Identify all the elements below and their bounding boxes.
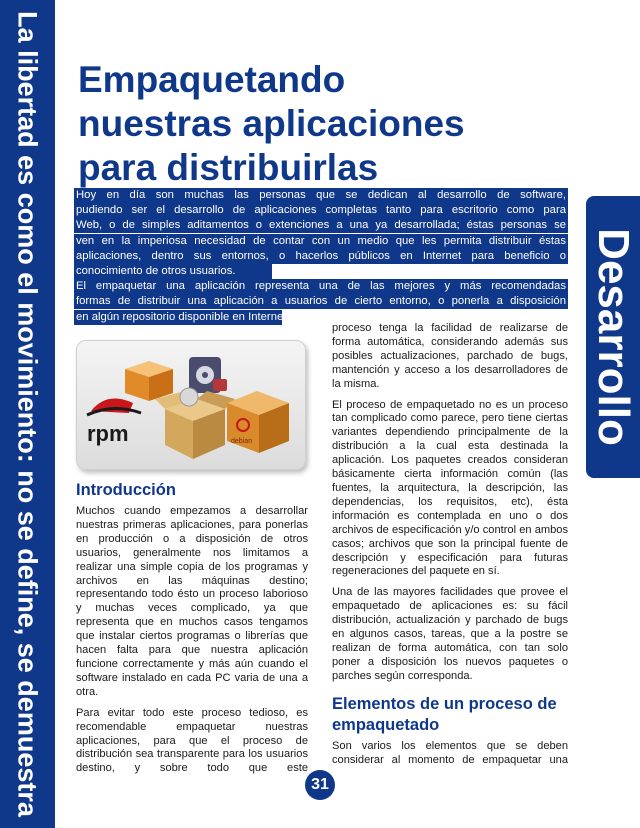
paragraph: Son varios los elementos que se deben considerar al momento de empaquetar una: [332, 740, 568, 766]
sidebar-motto-bar: [0, 0, 55, 828]
section-tab-label: Desarrollo: [589, 228, 638, 446]
intro-highlight: [74, 188, 568, 323]
paragraph: Para evitar todo este proceso tedioso, es recomendable empaquetar nuestras aplicaciones, para que el proceso de distribución sea transparente para los usuarios destino, y sobre todo que este: [76, 706, 308, 775]
intro-line-text: aplicaciones, dentro sus entornos, o hacerlos públicos en Internet para beneficio o: [76, 249, 566, 262]
packages-illustration-svg: [77, 341, 305, 469]
paragraph: El proceso de empaquetado no es un proceso tan complicado como parece, pero tiene ciertas variantes dependiendo principalmente de la distribución a la cual esta destinada la aplicación. Los paquetes creados consideran básicamente cierta información común (las fuentes, la arquitectura, la descripción, las dependencias, los requisitos, etc), ésta información es contemplada en uno o dos archivos de especificación y/o control en ambos casos; archivos que son la principal fuente de descripción y especificación para futuras regeneraciones del paquete en sí.: [332, 398, 568, 578]
intro-line-text: ven en la imperiosa necesidad de contar con un medio que les permita distribuir éstas: [76, 234, 566, 247]
sidebar-motto: La libertad es como el movimiento: no se define, se demuestra: [12, 11, 43, 817]
paragraph: Muchos cuando empezamos a desarrollar nuestras primeras aplicaciones, para ponerlas en producción o a disposición de otros usuarios, generalmente nos limitamos a realizar una simple copia de los programas y archivos en las máquinas destino; representando todo ésto un proceso laborioso y muchas veces complicado, ya que representa que en muchos casos tengamos que instalar ciertos programas o librerías que hacen falta para que nuestra aplicación funcione correctamente y más aún cuando el software instalado en cada PC varia de una a otra.: [76, 505, 308, 698]
media-icon: [189, 357, 227, 393]
paragraph: Una de las mayores facilidades que provee el empaquetado de aplicaciones es: su fácil distribución, actualización y parchado de bugs en algunos casos, tareas, que a la postre se realizan de forma automática, con tan solo poner a disposición los nuevos paquetes o parches según corresponda.: [332, 586, 568, 682]
article-title: [78, 58, 558, 190]
intro-line-text: formas de distribuir una aplicación a usuarios de cierto entorno, o ponerla a disposición: [76, 295, 566, 308]
section-heading-introduccion: Introducción: [76, 481, 176, 499]
rpm-label: rpm: [87, 421, 129, 446]
debian-label: debian: [231, 438, 253, 445]
paragraph: proceso tenga la facilidad de realizarse de forma automática, considerando además sus posibles actualizaciones, parchado de bugs, mantención y acceso a los desarrolladores de la misma.: [332, 322, 568, 390]
package-icon: [125, 361, 173, 401]
title-line: nuestras aplicaciones: [78, 103, 465, 144]
intro-line-text: conocimiento de otros usuarios.: [76, 265, 236, 278]
intro-line-text: pudiendo ser el desarrollo de aplicaciones completas tanto para escritorio como para: [76, 204, 566, 217]
intro-line-text: Web, o de simples aditamentos o extenciones a una ya desarrollada; éstas personas se: [76, 219, 566, 232]
open-box-icon: [155, 388, 235, 459]
right-column: [332, 322, 568, 691]
page-number: 31: [305, 770, 335, 800]
right-column-continuation: [332, 740, 568, 775]
section-tab: [586, 196, 640, 478]
intro-line-text: El empaquetar una aplicación representa una de las mejores y más recomendadas: [76, 280, 566, 293]
left-column: [76, 505, 308, 783]
intro-text: [76, 188, 566, 325]
intro-line-text: en algún repositorio disponible en Internet.: [76, 310, 290, 323]
title-line: para distribuirlas: [78, 147, 379, 188]
packages-illustration: [76, 340, 306, 470]
section-heading-elementos: Elementos de un proceso de empaquetado: [332, 695, 557, 734]
rpm-logo-icon: [87, 399, 141, 447]
title-line: Empaquetando: [78, 59, 346, 100]
debian-box-icon: [227, 391, 289, 453]
intro-line-text: Hoy en día son muchas las personas que se dedican al desarrollo de software,: [76, 189, 566, 201]
